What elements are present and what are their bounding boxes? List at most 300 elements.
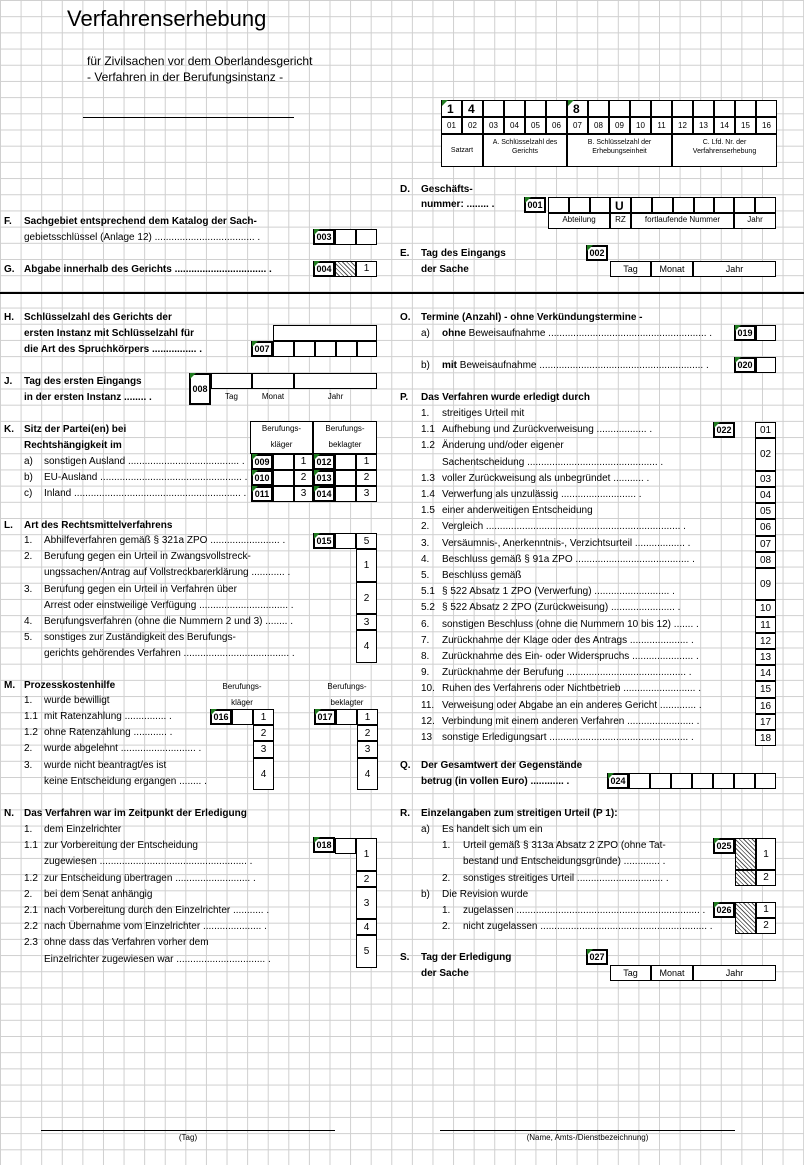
r-item-num: 2. bbox=[442, 872, 451, 884]
k-option-bk[interactable]: 2 bbox=[356, 470, 377, 486]
n-option[interactable]: 3 bbox=[356, 887, 377, 919]
m-item-label: keine Entscheidung ergangen ........ . bbox=[44, 775, 207, 787]
p-option[interactable]: 14 bbox=[755, 665, 776, 681]
m-field-bk[interactable] bbox=[336, 709, 357, 725]
top-label-c: C. Lfd. Nr. der Verfahrenserhebung bbox=[692, 139, 757, 155]
n-option[interactable]: 1 bbox=[356, 838, 377, 870]
m-item-label: ohne Ratenzahlung ............ . bbox=[44, 727, 173, 739]
m-option-kl[interactable]: 3 bbox=[253, 741, 274, 757]
h-upper-box bbox=[273, 325, 377, 341]
o-a-label bbox=[442, 328, 712, 340]
q-field-2[interactable] bbox=[650, 773, 671, 789]
p-item-label: Beschluss gemäß bbox=[442, 570, 522, 581]
k-code-kl: 011 bbox=[251, 486, 273, 502]
m-option-kl[interactable]: 1 bbox=[253, 709, 274, 725]
section-letter-k: K. bbox=[4, 424, 14, 435]
p-option[interactable]: 15 bbox=[755, 681, 776, 697]
section-letter-q: Q. bbox=[400, 760, 411, 771]
top-num-14: 14 bbox=[714, 117, 735, 134]
top-num-9: 09 bbox=[609, 117, 630, 134]
p-option[interactable]: 10 bbox=[755, 600, 776, 616]
p-option[interactable]: 07 bbox=[755, 536, 776, 552]
p-item-num: 1. bbox=[421, 408, 430, 419]
n-item-num: 2.3 bbox=[24, 937, 38, 949]
l-item-label: gerichts gehörendes Verfahren ...................................... . bbox=[44, 648, 295, 660]
section-letter-s: S. bbox=[400, 952, 410, 963]
m-item-num: 1.1 bbox=[24, 711, 38, 722]
p-item-label: Zurücknahme der Berufung ........................................... . bbox=[442, 667, 692, 679]
r-option-4[interactable]: 2 bbox=[756, 918, 776, 934]
code-020: 020 bbox=[734, 357, 756, 373]
top-field-9[interactable] bbox=[609, 100, 630, 117]
s-jahr-field[interactable]: Jahr bbox=[693, 965, 776, 981]
p-item-num: 4. bbox=[421, 553, 430, 565]
n-option[interactable]: 2 bbox=[356, 871, 377, 887]
n-item-label: bei dem Senat anhängig bbox=[44, 888, 153, 900]
p-item-label: voller Zurückweisung als unbegründet ........... . bbox=[442, 472, 650, 484]
g-hatched-field bbox=[335, 261, 356, 277]
k-code-bk: 012 bbox=[313, 454, 335, 470]
n-item-label: zugewiesen ..................................................... . bbox=[44, 856, 253, 868]
code-024: 024 bbox=[607, 773, 629, 789]
section-letter-g: G. bbox=[4, 264, 15, 275]
d-abt-label: Abteilung bbox=[562, 215, 596, 224]
d-label-2: nummer: ........ . bbox=[421, 199, 495, 210]
top-label-a: A. Schlüsselzahl des Gerichts bbox=[492, 139, 558, 155]
p-item-num: 12. bbox=[421, 715, 435, 727]
p-title: Das Verfahren wurde erledigt durch bbox=[421, 392, 590, 403]
h-label-1: Schlüsselzahl des Gerichts der bbox=[24, 312, 172, 323]
p-option[interactable]: 11 bbox=[755, 617, 776, 633]
m-item-num: 1.2 bbox=[24, 727, 38, 739]
e-tag-field[interactable]: Tag bbox=[610, 261, 651, 277]
section-letter-p: P. bbox=[400, 392, 409, 403]
footer-line-left bbox=[41, 1130, 335, 1131]
k-mark bbox=[314, 470, 320, 476]
p-item-num: 11. bbox=[421, 699, 435, 711]
q-field-1[interactable] bbox=[629, 773, 650, 789]
h-label-3: die Art des Spruchkörpers ................ . bbox=[24, 344, 203, 355]
r-item-label: bestand und Entscheidungsgründe) ............. . bbox=[463, 856, 666, 868]
d-jahr-label: Jahr bbox=[747, 215, 763, 224]
h-field-2[interactable] bbox=[294, 341, 315, 357]
p-option[interactable]: 05 bbox=[755, 503, 776, 519]
h-field-4[interactable] bbox=[336, 341, 357, 357]
footer-line-right bbox=[440, 1130, 735, 1131]
footer-name-label: (Name, Amts-/Dienstbezeichnung) bbox=[526, 1133, 649, 1142]
p-option[interactable]: 17 bbox=[755, 714, 776, 730]
n-title: Das Verfahren war im Zeitpunkt der Erledigung bbox=[24, 808, 247, 819]
n-item-label: nach Vorbereitung durch den Einzelrichter ........... . bbox=[44, 905, 270, 916]
r-option-2[interactable]: 2 bbox=[756, 870, 776, 886]
page-title: Verfahrenserhebung bbox=[67, 6, 267, 31]
top-num-11: 11 bbox=[651, 117, 672, 134]
top-field-12[interactable] bbox=[672, 100, 693, 117]
top-prefill-a: 1 bbox=[447, 102, 454, 116]
f-field-2[interactable] bbox=[356, 229, 377, 245]
section-letter-m: M. bbox=[4, 680, 16, 691]
top-field-14[interactable] bbox=[714, 100, 735, 117]
d-u-letter: U bbox=[615, 199, 624, 213]
l-option[interactable]: 3 bbox=[356, 614, 377, 630]
p-option[interactable]: 13 bbox=[755, 649, 776, 665]
top-satzart-label: Satzart bbox=[450, 147, 474, 154]
o-a-rest: Beweisaufnahme ......................................................... . bbox=[468, 328, 713, 339]
l-option[interactable]: 2 bbox=[356, 582, 377, 614]
top-num-6: 06 bbox=[546, 117, 567, 134]
p-option[interactable]: 18 bbox=[755, 730, 776, 746]
m-option-bk[interactable]: 3 bbox=[357, 741, 378, 757]
f-label-2: gebietsschlüssel (Anlage 12) .................................... . bbox=[24, 232, 261, 243]
g-option-1[interactable]: 1 bbox=[356, 261, 377, 277]
d-field-3[interactable] bbox=[590, 197, 610, 213]
r-item-label: zugelassen .................................................................. . bbox=[463, 905, 706, 916]
o-b-prefix: b) bbox=[421, 360, 430, 371]
k-mark bbox=[252, 470, 258, 476]
d-field-2[interactable] bbox=[569, 197, 590, 213]
m-item-label: mit Ratenzahlung ............... . bbox=[44, 711, 172, 722]
code-026: 026 bbox=[713, 902, 735, 918]
k-bk-label-1: Berufungs- bbox=[325, 424, 365, 433]
top-num-16: 16 bbox=[756, 117, 777, 134]
top-field-11[interactable] bbox=[651, 100, 672, 117]
d-field-11[interactable] bbox=[755, 197, 776, 213]
p-mark bbox=[714, 422, 720, 428]
k-mark bbox=[314, 454, 320, 460]
m-item-label: wurde abgelehnt ........................... . bbox=[44, 743, 202, 755]
q-field-4[interactable] bbox=[692, 773, 713, 789]
j-monat-label: Monat bbox=[261, 392, 285, 401]
o-title: Termine (Anzahl) - ohne Verkündungstermine - bbox=[421, 312, 643, 323]
p-item-num: 8. bbox=[421, 651, 430, 662]
q-field-5[interactable] bbox=[713, 773, 734, 789]
j-monat-field[interactable] bbox=[252, 373, 294, 389]
p-item-label: streitiges Urteil mit bbox=[442, 408, 525, 419]
l-item-label: Berufung gegen ein Urteil in Zwangsvollstreck- bbox=[44, 551, 251, 563]
n-item-num: 2.1 bbox=[24, 905, 38, 916]
l-item-label: Arrest oder einstweilige Verfügung ................................ . bbox=[44, 599, 294, 611]
d-label-1: Geschäfts- bbox=[421, 184, 473, 195]
l-item-num: 1. bbox=[24, 535, 33, 546]
p-item-num: 3. bbox=[421, 537, 430, 549]
q-label-2: betrug (in vollen Euro) ............ . bbox=[421, 776, 570, 787]
top-num-5: 05 bbox=[525, 117, 546, 134]
code-002: 002 bbox=[586, 245, 608, 261]
j-jahr-field[interactable] bbox=[294, 373, 377, 389]
p-item-label: Ruhen des Verfahrens oder Nichtbetrieb .......................... . bbox=[442, 683, 702, 695]
k-field-kl[interactable] bbox=[273, 454, 294, 470]
m-option-kl[interactable]: 2 bbox=[253, 725, 274, 741]
k-kl-label-1: Berufungs- bbox=[261, 424, 302, 433]
k-option-kl[interactable]: 1 bbox=[294, 454, 313, 470]
n-option[interactable]: 5 bbox=[356, 935, 377, 967]
p-item-num: 5. bbox=[421, 570, 430, 581]
k-option-kl[interactable]: 3 bbox=[294, 486, 313, 502]
l-item-label: ungssachen/Antrag auf Vollstreckbarerklärung ............ . bbox=[44, 567, 291, 579]
p-option[interactable]: 03 bbox=[755, 471, 776, 487]
l-title: Art des Rechtsmittelverfahrens bbox=[24, 520, 173, 531]
k-label-1: Sitz der Partei(en) bei bbox=[24, 424, 127, 435]
k-mark bbox=[252, 454, 258, 460]
code-016: 016 bbox=[210, 709, 232, 725]
r-item-num: 2. bbox=[442, 921, 451, 933]
o-a-prefix: a) bbox=[421, 328, 430, 339]
o-a-bold: ohne bbox=[442, 328, 466, 339]
f-field[interactable] bbox=[335, 229, 356, 245]
n-field[interactable] bbox=[335, 838, 356, 854]
m-option-kl[interactable]: 4 bbox=[253, 758, 274, 790]
d-field-9[interactable] bbox=[714, 197, 734, 213]
top-field-16[interactable] bbox=[756, 100, 777, 117]
r-hatch-2 bbox=[735, 870, 756, 886]
p-item-num: 13 bbox=[421, 732, 433, 743]
main-divider bbox=[0, 292, 804, 294]
k-field-bk[interactable] bbox=[335, 486, 356, 502]
o-b-bold: mit bbox=[442, 360, 457, 371]
j-jahr-label: Jahr bbox=[327, 392, 344, 401]
m-bk-label-2: beklagter bbox=[330, 698, 364, 707]
p-item-label: Sachentscheidung ............................................... . bbox=[442, 456, 664, 468]
code-003: 003 bbox=[313, 229, 335, 245]
section-letter-l: L. bbox=[4, 520, 13, 531]
o-a-field[interactable] bbox=[756, 325, 776, 341]
k-row-label: Inland ............................................................ . bbox=[44, 488, 247, 499]
top-num-15: 15 bbox=[735, 117, 756, 134]
k-code-bk: 013 bbox=[313, 470, 335, 486]
top-field-4[interactable] bbox=[504, 100, 525, 117]
n-item-num: 1.1 bbox=[24, 840, 38, 852]
r-item-num: 1. bbox=[442, 905, 451, 916]
p-item-label: Verwerfung als unzulässig ........................... . bbox=[442, 489, 642, 500]
p-option[interactable]: 09 bbox=[755, 568, 776, 600]
p-item-num: 10. bbox=[421, 683, 435, 695]
q-field-7[interactable] bbox=[755, 773, 776, 789]
r-mark bbox=[714, 838, 720, 844]
n-item-num: 1. bbox=[24, 824, 33, 835]
r-item-label: Die Revision wurde bbox=[442, 888, 529, 900]
j-label-2: in der ersten Instanz ........ . bbox=[24, 392, 152, 403]
q-label-1: Der Gesamtwert der Gegenstände bbox=[421, 760, 583, 771]
p-item-num: 1.1 bbox=[421, 424, 435, 436]
k-row-prefix: b) bbox=[24, 472, 33, 483]
e-jahr-field[interactable]: Jahr bbox=[693, 261, 776, 277]
p-item-num: 7. bbox=[421, 634, 430, 646]
top-field-8[interactable] bbox=[588, 100, 609, 117]
j-tag-field[interactable] bbox=[211, 373, 252, 389]
code-008: 008 bbox=[189, 373, 211, 405]
top-field-10[interactable] bbox=[630, 100, 651, 117]
r-item-label: sonstiges streitiges Urteil ............................... . bbox=[463, 872, 669, 884]
top-field-5[interactable] bbox=[525, 100, 546, 117]
p-item-label: Aufhebung und Zurückverweisung .................. . bbox=[442, 424, 653, 436]
m-item-num: 3. bbox=[24, 759, 33, 771]
top-prefill-c: 8 bbox=[573, 102, 580, 116]
p-item-label: Verbindung mit einem anderen Verfahren ........................ . bbox=[442, 715, 700, 727]
l-option[interactable]: 1 bbox=[356, 549, 377, 581]
r-item-label: nicht zugelassen ............................................................ . bbox=[463, 921, 713, 933]
s-label-1: Tag der Erledigung bbox=[421, 952, 512, 963]
o-b-field[interactable] bbox=[756, 357, 776, 373]
q-field-6[interactable] bbox=[734, 773, 755, 789]
m-option-bk[interactable]: 2 bbox=[357, 725, 378, 741]
section-letter-j: J. bbox=[4, 376, 13, 387]
h-field-5[interactable] bbox=[357, 341, 377, 357]
k-mark bbox=[314, 486, 320, 492]
top-field-3[interactable] bbox=[483, 100, 504, 117]
m-field-kl[interactable] bbox=[232, 709, 253, 725]
d-field-10[interactable] bbox=[734, 197, 755, 213]
p-option[interactable]: 12 bbox=[755, 633, 776, 649]
s-tag-field[interactable]: Tag bbox=[610, 965, 651, 981]
m-option-bk[interactable]: 1 bbox=[357, 709, 378, 725]
k-option-bk[interactable]: 3 bbox=[356, 486, 377, 502]
l-item-num: 3. bbox=[24, 583, 33, 595]
code-004: 004 bbox=[313, 261, 335, 277]
p-item-num: 1.3 bbox=[421, 472, 435, 484]
r-item-num: a) bbox=[421, 824, 430, 835]
r-item-label: Es handelt sich um ein bbox=[442, 824, 543, 835]
section-letter-e: E. bbox=[400, 248, 410, 259]
code-027: 027 bbox=[586, 949, 608, 965]
g-label: Abgabe innerhalb des Gerichts ................................. . bbox=[24, 264, 272, 275]
r-option-3[interactable]: 1 bbox=[756, 902, 776, 918]
d-rz-label: RZ bbox=[615, 215, 626, 224]
m-item-num: 2. bbox=[24, 743, 33, 755]
l-option[interactable]: 5 bbox=[356, 533, 377, 549]
l-option[interactable]: 4 bbox=[356, 630, 377, 662]
e-label-2: der Sache bbox=[421, 264, 469, 275]
p-item-label: Vergleich ...................................................................... . bbox=[442, 521, 686, 533]
top-field-13[interactable] bbox=[693, 100, 714, 117]
top-num-4: 04 bbox=[504, 117, 525, 134]
p-item-label: Versäumnis-, Anerkenntnis-, Verzichtsurteil .................. . bbox=[442, 537, 691, 549]
k-field-bk[interactable] bbox=[335, 470, 356, 486]
section-letter-f: F. bbox=[4, 216, 12, 227]
k-field-kl[interactable] bbox=[273, 486, 294, 502]
k-row-label: sonstigen Ausland ........................................ . bbox=[44, 456, 245, 467]
p-option[interactable]: 06 bbox=[755, 519, 776, 535]
n-option[interactable]: 4 bbox=[356, 919, 377, 935]
h-field-3[interactable] bbox=[315, 341, 336, 357]
s-monat-field[interactable]: Monat bbox=[651, 965, 693, 981]
r-item-num: b) bbox=[421, 888, 430, 900]
d-field-6[interactable] bbox=[652, 197, 673, 213]
j-label-1: Tag des ersten Eingangs bbox=[24, 376, 142, 387]
top-field-6[interactable] bbox=[546, 100, 567, 117]
code-019: 019 bbox=[734, 325, 756, 341]
m-bk-label-1: Berufungs- bbox=[327, 682, 367, 691]
m-item-label: wurde bewilligt bbox=[44, 694, 110, 706]
p-item-label: § 522 Absatz 1 ZPO (Verwerfung) ........................... . bbox=[442, 586, 675, 598]
r-mark bbox=[714, 902, 720, 908]
d-field-5[interactable] bbox=[631, 197, 652, 213]
m-kl-label-2: kläger bbox=[231, 698, 253, 707]
p-item-num: 9. bbox=[421, 667, 430, 679]
p-item-num: 5.2 bbox=[421, 602, 435, 614]
n-item-label: ohne dass das Verfahren vorher dem bbox=[44, 937, 209, 949]
n-item-label: nach Übernahme vom Einzelrichter ..................... . bbox=[44, 921, 267, 933]
n-item-num: 2. bbox=[24, 888, 33, 900]
k-row-label: EU-Ausland ................................................... . bbox=[44, 472, 248, 483]
top-field-15[interactable] bbox=[735, 100, 756, 117]
p-item-label: einer anderweitigen Entscheidung bbox=[442, 505, 593, 517]
m-item-num: 1. bbox=[24, 694, 33, 706]
top-num-13: 13 bbox=[693, 117, 714, 134]
p-option[interactable]: 04 bbox=[755, 487, 776, 503]
n-item-label: zur Vorbereitung der Entscheidung bbox=[44, 840, 198, 852]
n-item-label: zur Entscheidung übertragen ........................... . bbox=[44, 872, 256, 884]
k-row-prefix: a) bbox=[24, 456, 33, 467]
r-hatch-3 bbox=[735, 902, 756, 934]
p-item-label: Verweisung oder Abgabe an ein anderes Gericht ............. . bbox=[442, 699, 702, 711]
k-mark bbox=[252, 486, 258, 492]
e-monat-field[interactable]: Monat bbox=[651, 261, 693, 277]
m-option-bk[interactable]: 4 bbox=[357, 758, 378, 790]
o-b-label bbox=[442, 360, 709, 372]
p-item-label: sonstige Erledigungsart .................................................. . bbox=[442, 732, 694, 743]
l-item-label: Abhilfeverfahren gemäß § 321a ZPO ......................... . bbox=[44, 535, 286, 546]
header-signature-line bbox=[83, 117, 294, 118]
p-item-num: 1.2 bbox=[421, 440, 435, 452]
p-item-label: Änderung und/oder eigener bbox=[442, 440, 564, 452]
footer-date-label: (Tag) bbox=[178, 1133, 198, 1142]
d-field-1[interactable] bbox=[548, 197, 569, 213]
l-field[interactable] bbox=[335, 533, 356, 549]
r-option-1[interactable]: 1 bbox=[756, 838, 776, 870]
code-018: 018 bbox=[313, 837, 335, 853]
k-field-kl[interactable] bbox=[273, 470, 294, 486]
p-item-num: 2. bbox=[421, 521, 430, 533]
l-item-label: Berufungsverfahren (ohne die Nummern 2 und 3) ........ . bbox=[44, 616, 294, 627]
o-b-rest: Beweisaufnahme ........................................................... . bbox=[459, 360, 709, 371]
k-bk-label-2: beklagter bbox=[328, 440, 362, 449]
code-015: 015 bbox=[313, 533, 335, 549]
p-option[interactable]: 02 bbox=[755, 438, 776, 470]
p-item-label: Beschluss gemäß § 91a ZPO ......................................... . bbox=[442, 553, 695, 565]
d-fn-label: fortlaufende Nummer bbox=[644, 215, 721, 224]
k-option-bk[interactable]: 1 bbox=[356, 454, 377, 470]
section-letter-n: N. bbox=[4, 808, 14, 819]
p-option[interactable]: 01 bbox=[755, 422, 776, 438]
d-field-8[interactable] bbox=[694, 197, 714, 213]
p-option[interactable]: 16 bbox=[755, 698, 776, 714]
h-field-1[interactable] bbox=[273, 341, 294, 357]
k-code-bk: 014 bbox=[313, 486, 335, 502]
n-item-label: dem Einzelrichter bbox=[44, 824, 122, 835]
section-letter-o: O. bbox=[400, 312, 411, 323]
code-001: 001 bbox=[524, 197, 546, 213]
top-num-8: 08 bbox=[588, 117, 609, 134]
p-item-label: § 522 Absatz 2 ZPO (Zurückweisung) ....................... . bbox=[442, 602, 681, 614]
p-item-num: 6. bbox=[421, 618, 430, 630]
k-code-kl: 009 bbox=[251, 454, 273, 470]
p-item-num: 1.4 bbox=[421, 489, 435, 500]
h-label-2: ersten Instanz mit Schlüsselzahl für bbox=[24, 328, 195, 339]
p-option[interactable]: 08 bbox=[755, 552, 776, 568]
q-field-3[interactable] bbox=[671, 773, 692, 789]
d-field-7[interactable] bbox=[673, 197, 694, 213]
k-kl-label-2: kläger bbox=[270, 440, 293, 449]
code-022: 022 bbox=[713, 422, 735, 438]
r-hatch-1 bbox=[735, 838, 756, 870]
p-item-num: 1.5 bbox=[421, 505, 435, 517]
subtitle-1: für Zivilsachen vor dem Oberlandesgericht bbox=[87, 54, 313, 68]
k-option-kl[interactable]: 2 bbox=[294, 470, 313, 486]
k-field-bk[interactable] bbox=[335, 454, 356, 470]
n-item-num: 2.2 bbox=[24, 921, 38, 933]
l-item-label: sonstiges zur Zuständigkeit des Berufungs- bbox=[44, 632, 236, 644]
top-prefill-b: 4 bbox=[468, 102, 475, 116]
